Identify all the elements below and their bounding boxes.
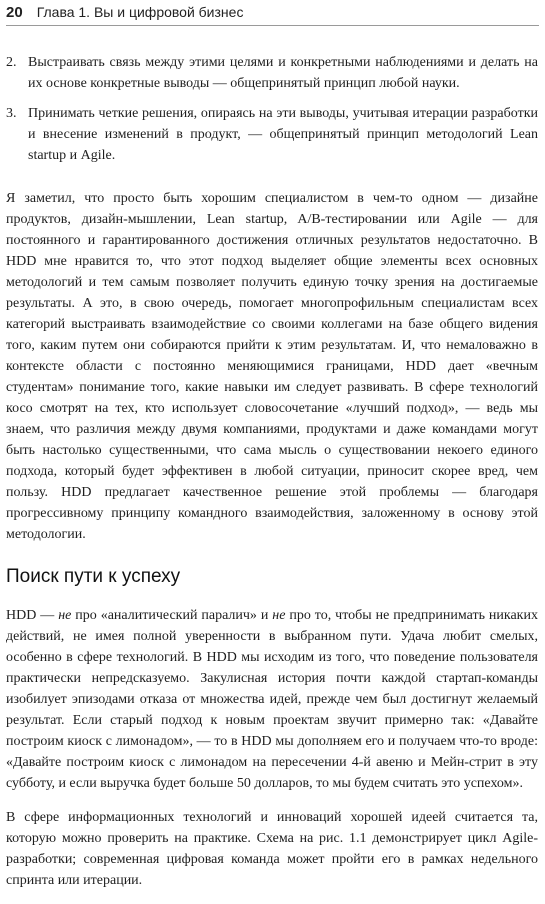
emphasis-text: не — [58, 608, 72, 623]
paragraph-text: про «аналитический паралич» и — [71, 608, 273, 623]
paragraph-text: про то, чтобы не предпринимать никаких действий, не имея полной уверенности в выбранном пути. Удача любит смелых, особенно в сфере технологий. В HDD мы исходим из того, что поведение пользователя практически непредсказуемо. Закулисная история почти каждой стартап-команды изобилует эпизодами отказа от множества идей, прежде чем был достигнут желаемый результат. Если старый подход к новым проектам звучит примерно так: «Давайте построим киоск с лимонадом», — то в HDD мы дополняем его и получаем что-то вроде: «Давайте построим киоск с лимонадом на пересечении 4-й авеню и Мейн-стрит в эту субботу, и если выручка будет больше 50 долларов, то мы будем считать это успехом». — [6, 608, 538, 791]
paragraph-hdd-benefits: Я заметил, что просто быть хорошим специалистом в чем-то одном — дизайне продуктов, дизайн-мышлении, Lean startup, A/B-тестировании или Agile — для постоянного и гарантированного достижения отличных результатов недостаточно. В HDD мне нравится то, что этот подход выделяет общие элементы всех основных методологий и тем самым позволяет получить единую точку зрения на достигаемые результаты. А это, в свою очередь, помогает многопрофильным специалистам всех категорий выстраивать взаимодействие со своими коллегами на базе общего видения того, каким путем они собираются прийти к этим результатам. И, что немаловажно в контексте области с постоянно меняющимися границами, HDD дает «вечным студентам» понимание того, какие навыки им следует развивать. В сфере технологий косо смотрят на тех, кто использует словосочетание «лучший подход», — ведь мы знаем, что различия между двумя компаниями, продуктами и даже командами могут быть настолько существенными, что сама мысль о существовании некоего единого подхода, который будет эффективен в любой ситуации, приносит скорее вред, чем пользу. HDD предлагает качественное решение этой проблемы — благодаря прогрессивному принципу командного взаимодействия, заложенному в основу этой методологии. — [6, 191, 538, 542]
running-header — [6, 4, 243, 21]
list-item-text: Выстраивать связь между этими целями и конкретными наблюдениями и делать на их основе конкретные выводы — общепринятый принцип любой науки. — [28, 55, 538, 91]
chapter-title: Глава 1. Вы и цифровой бизнес — [36, 4, 244, 20]
list-item — [6, 52, 538, 94]
numbered-list — [6, 52, 538, 166]
header-divider — [6, 25, 539, 26]
paragraph-text: HDD — — [6, 608, 59, 623]
emphasis-text: не — [272, 608, 286, 623]
page-number: 20 — [6, 4, 23, 21]
list-item — [6, 103, 538, 166]
page-body — [6, 52, 538, 904]
paragraph-agile-cycle: В сфере информационных технологий и инноваций хорошей идеей считается та, которую можно проверить на практике. Схема на рис. 1.1 демонстрирует цикл Agile-разработки; современная цифровая команда может пройти его в рамках недельного спринта или итерации. — [6, 810, 538, 888]
list-item-text: Принимать четкие решения, опираясь на эти выводы, учитывая итерации разработки и внесение изменений в продукт, — общепринятый принцип методологий Lean startup и Agile. — [28, 106, 538, 163]
list-item-number: 3. — [6, 106, 17, 121]
list-item-number: 2. — [6, 55, 17, 70]
section-heading: Поиск пути к успеху — [6, 566, 181, 587]
paragraph-hdd-approach — [6, 605, 538, 794]
